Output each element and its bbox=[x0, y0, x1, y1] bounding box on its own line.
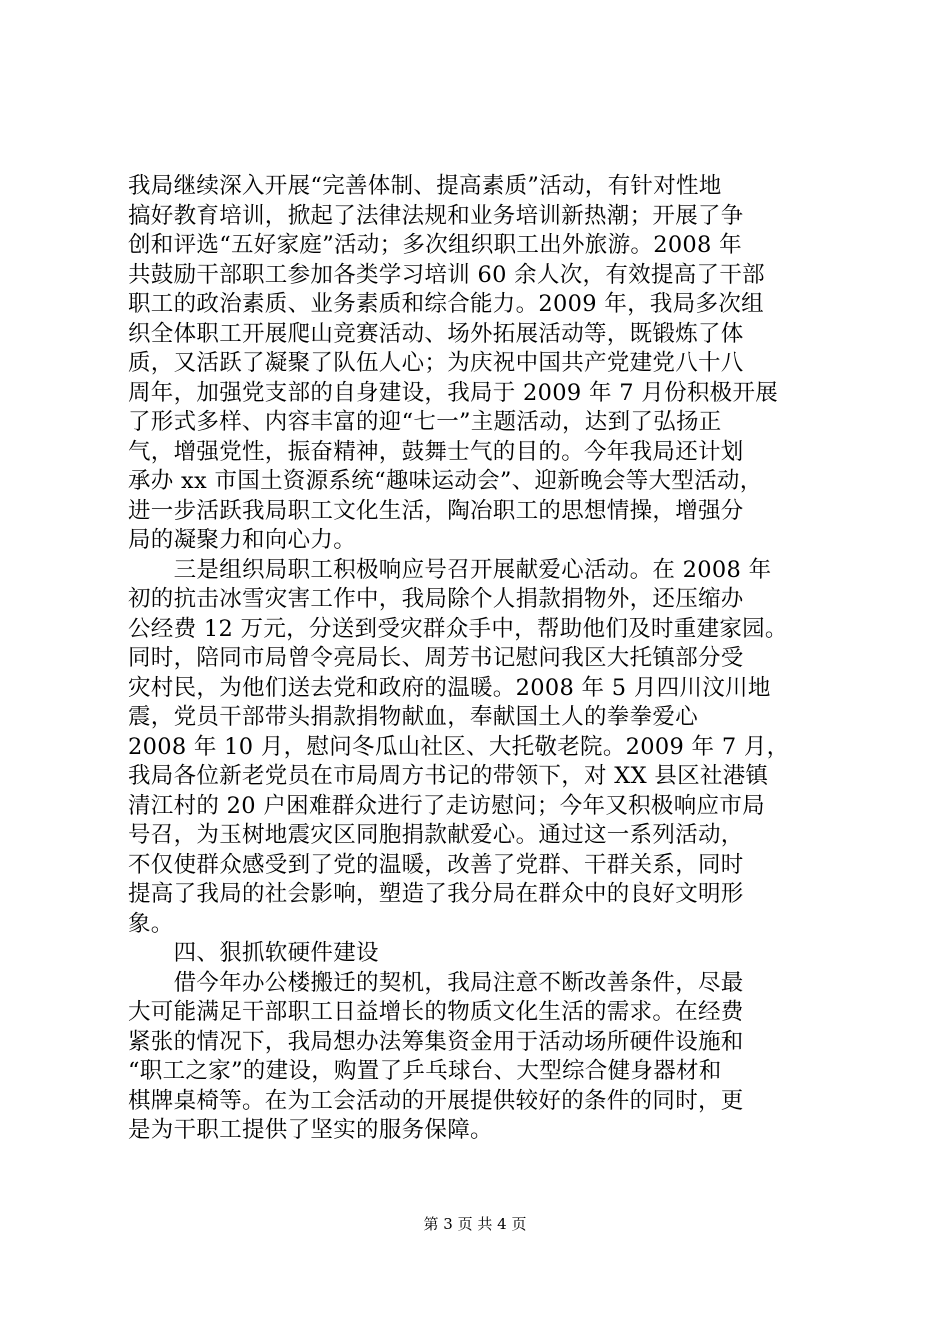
text-line: “职工之家”的建设，购置了乒乓球台、大型综合健身器材和 bbox=[128, 1058, 722, 1084]
text-line: 灾村民，为他们送去党和政府的温暖。2008 年 5 月四川汶川地 bbox=[128, 674, 771, 701]
text-line: 我局继续深入开展“完善体制、提高素质”活动，有针对性地 bbox=[128, 173, 722, 199]
text-line: 我局各位新老党员在市局周方书记的带领下，对 XX 县区社港镇 bbox=[128, 763, 769, 789]
text-line: 搞好教育培训，掀起了法律法规和业务培训新热潮；开展了争 bbox=[128, 202, 744, 229]
text-line: 清江村的 20 户困难群众进行了走访慰问；今年又积极响应市局 bbox=[128, 792, 765, 819]
text-line: 初的抗击冰雪灾害工作中，我局除个人捐款捐物外，还压缩办 bbox=[128, 586, 744, 612]
text-line: 质，又活跃了凝聚了队伍人心；为庆祝中国共产党建党八十八 bbox=[128, 350, 744, 376]
text-line: 震，党员干部带头捐款捐物献血，奉献国土人的拳拳爱心 bbox=[128, 704, 699, 730]
text-line: 象。 bbox=[128, 910, 174, 937]
paragraph-start-line: 三是组织局职工积极响应号召开展献爱心活动。在 2008 年 bbox=[128, 556, 772, 583]
text-line: 公经费 12 万元，分送到受灾群众手中，帮助他们及时重建家园。 bbox=[128, 615, 788, 642]
text-line: 局的凝聚力和向心力。 bbox=[128, 527, 357, 553]
text-line: 周年，加强党支部的自身建设，我局于 2009 年 7 月份积极开展 bbox=[128, 379, 779, 406]
text-line: 职工的政治素质、业务素质和综合能力。2009 年，我局多次组 bbox=[128, 291, 764, 317]
text-line: 进一步活跃我局职工文化生活，陶冶职工的思想情操，增强分 bbox=[128, 497, 744, 524]
text-line: 共鼓励干部职工参加各类学习培训 60 余人次，有效提高了干部 bbox=[128, 261, 765, 288]
paragraph-start-line: 借今年办公楼搬迁的契机，我局注意不断改善条件，尽最 bbox=[128, 969, 744, 996]
page-number-footer: 第 3 页 共 4 页 bbox=[423, 1215, 527, 1233]
text-line: 创和评选“五好家庭”活动；多次组织职工出外旅游。2008 年 bbox=[128, 232, 742, 258]
text-line: 织全体职工开展爬山竞赛活动、场外拓展活动等，既锻炼了体 bbox=[128, 320, 744, 347]
text-line: 不仅使群众感受到了党的温暖，改善了党群、干群关系，同时 bbox=[128, 851, 744, 878]
text-line: 2008 年 10 月，慰问冬瓜山社区、大托敬老院。2009 年 7 月， bbox=[128, 733, 790, 760]
text-line: 了形式多样、内容丰富的迎“七一”主题活动，达到了弘扬正 bbox=[128, 409, 722, 435]
text-line: 是为干职工提供了坚实的服务保障。 bbox=[128, 1117, 493, 1143]
text-line: 承办 xx 市国土资源系统“趣味运动会”、迎新晚会等大型活动， bbox=[128, 468, 763, 494]
document-body bbox=[128, 172, 830, 1146]
text-line: 大可能满足干部职工日益增长的物质文化生活的需求。在经费 bbox=[128, 999, 744, 1025]
text-line: 紧张的情况下，我局想办法筹集资金用于活动场所硬件设施和 bbox=[128, 1028, 744, 1055]
text-line: 提高了我局的社会影响，塑造了我分局在群众中的良好文明形 bbox=[128, 881, 744, 907]
text-line: 同时，陪同市局曾令亮局长、周芳书记慰问我区大托镇部分受 bbox=[128, 645, 744, 671]
text-line: 棋牌桌椅等。在为工会活动的开展提供较好的条件的同时，更 bbox=[128, 1087, 744, 1114]
text-line: 号召，为玉树地震灾区同胞捐款献爱心。通过这一系列活动， bbox=[128, 822, 744, 848]
text-line: 气，增强党性，振奋精神，鼓舞士气的目的。今年我局还计划 bbox=[128, 438, 744, 465]
section-heading: 四、狠抓软硬件建设 bbox=[128, 940, 379, 966]
